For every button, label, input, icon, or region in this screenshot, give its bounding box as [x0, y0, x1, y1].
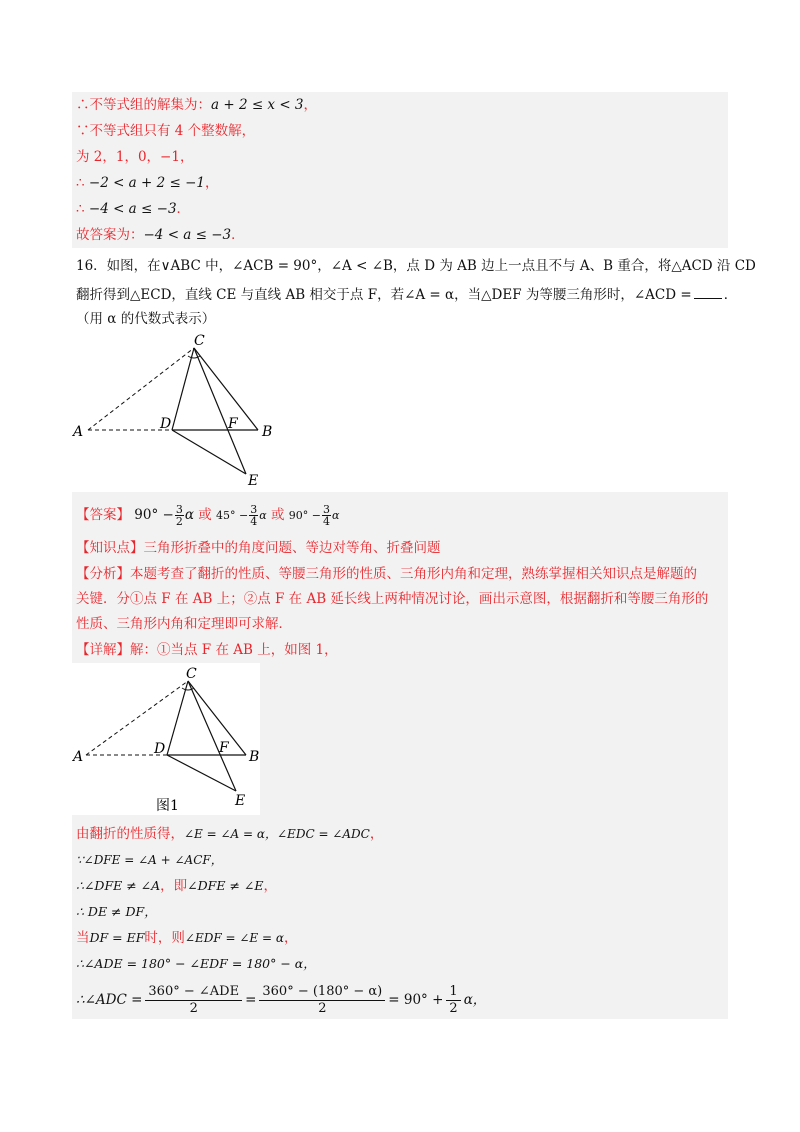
segment-ce — [188, 681, 236, 791]
text: 故答案为： — [76, 227, 144, 243]
label-b: B — [249, 749, 260, 765]
math: α， — [463, 992, 487, 1008]
text: ， — [263, 878, 277, 894]
numerator: 360° − ∠ADE — [145, 984, 242, 1001]
label-d: D — [154, 741, 166, 757]
segment-cb — [194, 348, 258, 430]
label-a: A — [73, 424, 84, 440]
solution-line — [76, 173, 219, 193]
label-c: C — [194, 333, 205, 349]
analysis-line: 性质、三角形内角和定理即可求解． — [76, 616, 292, 632]
figure-caption: 图1 — [156, 798, 179, 814]
segment-de — [167, 755, 236, 791]
analysis-line: 关键．分①点 F 在 AB 上；②点 F 在 AB 延长线上两种情况讨论，画出示意图，根据翻折和等腰三角形的 — [76, 591, 709, 607]
fraction — [249, 504, 258, 527]
text: 由翻折的性质得， — [76, 826, 184, 842]
solution-step — [76, 982, 486, 1018]
solution-line — [76, 225, 245, 245]
question-line — [76, 284, 737, 305]
text: 三角形折叠中的角度问题、等边对等角、折叠问题 — [143, 540, 441, 556]
fraction — [175, 504, 184, 527]
math: ∴∠DFE ≠ ∠A — [76, 878, 161, 893]
knowledge-line — [76, 538, 441, 558]
numerator: 1 — [446, 984, 460, 1001]
text: ． — [231, 227, 245, 243]
solution-line: ∵不等式组只有 4 个整数解， — [76, 123, 256, 139]
label-f: F — [219, 740, 229, 756]
segment-cd — [167, 681, 188, 755]
denominator: 2 — [175, 515, 183, 528]
solution-step — [76, 928, 297, 948]
text: ， — [303, 97, 318, 113]
figure-1 — [72, 663, 260, 815]
label-a: A — [73, 749, 84, 765]
text: ． — [723, 287, 738, 303]
label-c: C — [186, 666, 197, 682]
label-b: B — [262, 424, 273, 440]
text: ∴ — [76, 175, 89, 191]
denominator: 4 — [250, 515, 258, 528]
math: −4 < a ≤ −3 — [88, 201, 177, 217]
segment-ce — [194, 348, 246, 474]
label-f: F — [228, 416, 238, 432]
numerator: 3 — [175, 503, 183, 516]
math: 90° − — [134, 507, 174, 523]
math: 90° − — [288, 509, 322, 522]
solution-step: ∵∠DFE = ∠A + ∠ACF， — [76, 853, 223, 867]
text: 本题考查了翻折的性质、等腰三角形的性质、三角形内角和定理，熟练掌握相关知识点是解题的 — [130, 566, 697, 582]
text: ，即 — [160, 878, 188, 894]
solution-step — [76, 824, 383, 844]
text: 解：①当点 F 在 AB 上，如图 1， — [130, 642, 338, 658]
fraction — [322, 504, 331, 527]
segment-de — [172, 430, 246, 474]
answer-line — [76, 504, 339, 527]
math: ∠EDF = ∠E = α — [184, 931, 284, 945]
fraction — [446, 984, 460, 1017]
text: ∴ — [76, 201, 89, 217]
triangle-figure — [70, 330, 290, 488]
math: DF = EF — [89, 930, 145, 945]
math: −2 < a + 2 ≤ −1 — [88, 175, 206, 191]
segment-cb — [188, 681, 246, 755]
knowledge-tag: 【知识点】 — [76, 540, 144, 556]
math: a + 2 ≤ x < 3 — [211, 97, 304, 113]
denominator: 2 — [318, 1001, 327, 1016]
math: α — [259, 509, 267, 522]
text: ∴不等式组的解集为： — [76, 97, 211, 113]
text: 时，则 — [144, 930, 185, 946]
text: ， — [369, 826, 384, 842]
text: 当 — [76, 930, 90, 946]
solution-step — [76, 876, 277, 896]
dashed-line-ac — [88, 348, 194, 430]
dashed-line-ac — [86, 681, 188, 755]
solution-line — [76, 95, 317, 115]
solution-line: 为 2，1，0，−1， — [76, 149, 194, 165]
fraction — [145, 984, 242, 1017]
question-line: 16．如图，在∨ABC 中，∠ACB = 90°，∠A < ∠B，点 D 为 AB 边上一点且不与 A、B 重合，将△ACD 沿 CD — [76, 258, 756, 274]
math: = 90° + — [388, 992, 444, 1008]
detail-tag: 【详解】 — [76, 642, 130, 658]
text: ， — [283, 930, 298, 946]
fraction — [259, 984, 385, 1017]
analysis-tag: 【分析】 — [76, 566, 130, 582]
label-e: E — [235, 793, 246, 809]
solution-step: ∴∠ADE = 180° − ∠EDF = 180° − α， — [76, 956, 316, 971]
math: ∠DFE ≠ ∠E — [187, 878, 264, 893]
denominator: 2 — [449, 1001, 458, 1016]
math: ∴∠ADC = — [76, 992, 143, 1008]
math: −4 < a ≤ −3 — [143, 227, 232, 243]
text: 翻折得到△ECD，直线 CE 与直线 AB 相交于点 F，若∠A = α，当△DEF 为等腰三角形时，∠ACD = — [76, 287, 692, 303]
answer-blank — [694, 284, 722, 299]
math: α — [184, 507, 194, 523]
text: 或 — [271, 507, 285, 523]
math: = — [245, 992, 257, 1008]
detail-line — [76, 640, 338, 660]
label-e: E — [248, 473, 259, 488]
numerator: 3 — [250, 503, 258, 516]
question-line: （用 α 的代数式表示） — [76, 311, 216, 327]
answer-tag: 【答案】 — [76, 507, 130, 523]
solution-line — [76, 199, 190, 219]
denominator: 2 — [189, 1001, 198, 1016]
numerator: 360° − (180° − α) — [259, 984, 385, 1001]
numerator: 3 — [323, 503, 331, 516]
denominator: 4 — [323, 515, 331, 528]
math: 45° − — [216, 509, 249, 522]
math: α — [332, 509, 340, 522]
text: ， — [205, 175, 219, 191]
math: ∠E = ∠A = α，∠EDC = ∠ADC — [184, 827, 370, 841]
analysis-line — [76, 564, 697, 584]
label-d: D — [160, 416, 172, 432]
text: 或 — [198, 507, 212, 523]
text: ． — [176, 201, 191, 217]
solution-step: ∴ DE ≠ DF， — [76, 904, 157, 919]
segment-cd — [172, 348, 194, 430]
